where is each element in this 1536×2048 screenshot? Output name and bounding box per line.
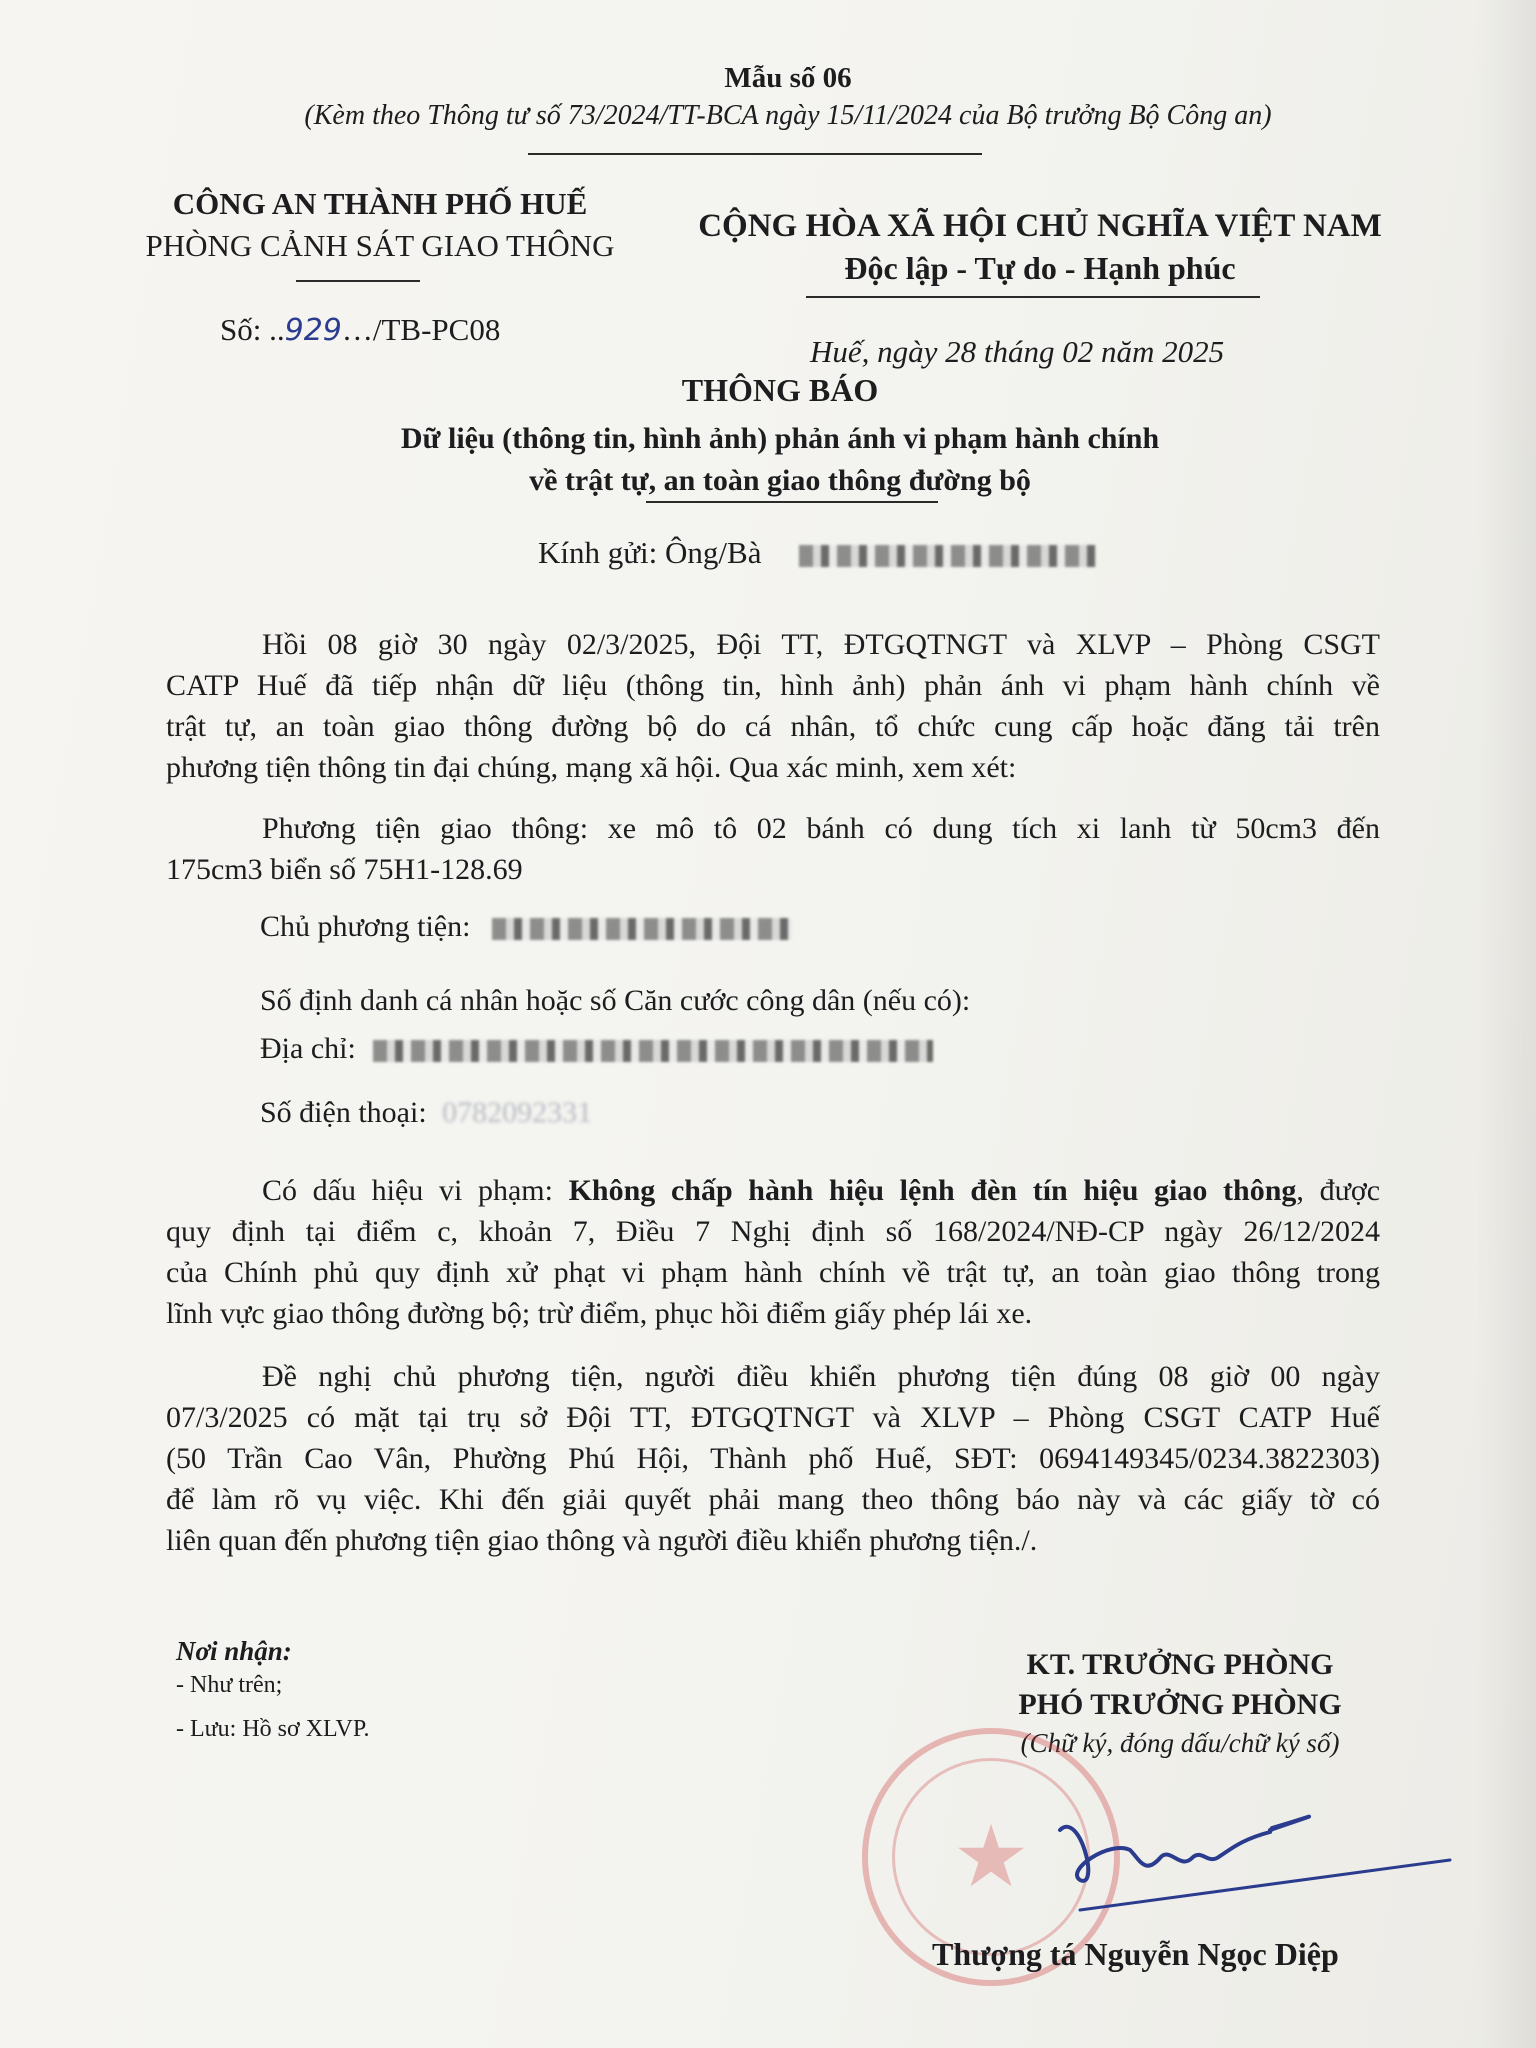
p2-line: Phương tiện giao thông: xe mô tô 02 bánh có dung tích xi lanh từ 50cm3 đến: [262, 812, 1380, 845]
redacted-address: [373, 1040, 933, 1062]
form-title: Mẫu số 06: [724, 62, 852, 94]
nation-title: CỘNG HÒA XÃ HỘI CHỦ NGHĨA VIỆT NAM: [698, 208, 1382, 244]
violation-first-line: [166, 1170, 1380, 1211]
signature-title-line1: KT. TRƯỞNG PHÒNG: [1026, 1648, 1334, 1681]
violation-line: của Chính phủ quy định xử phạt vi phạm hành chính về trật tự, an toàn giao thông trong: [166, 1256, 1380, 1289]
paragraph-violation: [166, 1170, 1380, 1334]
request-line: Đề nghị chủ phương tiện, người điều khiển phương tiện đúng 08 giờ 00 ngày: [262, 1360, 1380, 1393]
phone-line: [260, 1096, 592, 1130]
owner-label: Chủ phương tiện:: [260, 910, 471, 943]
nation-motto: Độc lập - Tự do - Hạnh phúc: [844, 250, 1236, 286]
phone-label: Số điện thoại:: [260, 1096, 427, 1129]
number-prefix: Số: ..: [220, 312, 285, 347]
subject-underline: [646, 501, 938, 503]
owner-line: [260, 910, 792, 944]
notice-subject-line1: Dữ liệu (thông tin, hình ảnh) phản ánh vi phạm hành chính: [400, 422, 1160, 455]
header-divider: [528, 153, 982, 155]
request-line: (50 Trần Cao Vân, Phường Phú Hội, Thành phố Huế, SĐT: 0694149345/0234.3822303): [166, 1442, 1380, 1475]
recipient-item: - Như trên;: [176, 1672, 283, 1698]
motto-underline: [806, 296, 1260, 298]
id-label: Số định danh cá nhân hoặc số Căn cước công dân (nếu có):: [260, 984, 971, 1017]
paragraph-reception: [166, 624, 1380, 788]
signature-note: (Chữ ký, đóng dấu/chữ ký số): [1020, 1728, 1340, 1758]
paragraph-request: [166, 1356, 1380, 1561]
page-shadow: [1476, 0, 1536, 2048]
notice-subject-line2: về trật tự, an toàn giao thông đường bộ: [529, 464, 1031, 497]
p2-line: 175cm3 biển số 75H1-128.69: [166, 853, 523, 886]
paragraph-vehicle: [166, 808, 1380, 890]
p1-line: Hồi 08 giờ 30 ngày 02/3/2025, Đội TT, ĐTGQTNGT và XLVP – Phòng CSGT: [262, 628, 1380, 661]
redacted-owner-name: [492, 918, 792, 940]
document-number: [220, 312, 500, 348]
number-suffix: …/TB-PC08: [341, 312, 501, 347]
recipients-title: Nơi nhận:: [176, 1636, 292, 1666]
address-line: [260, 1032, 933, 1066]
recipient-item: - Lưu: Hồ sơ XLVP.: [176, 1716, 370, 1742]
handwritten-number: 929: [284, 313, 342, 348]
violation-intro: Có dấu hiệu vi phạm:: [262, 1174, 569, 1207]
issuer-divider: [296, 280, 420, 282]
phone-value: 0782092331: [442, 1096, 593, 1129]
issuer-line1: CÔNG AN THÀNH PHỐ HUẾ: [172, 186, 588, 221]
recipient-label: Kính gửi: Ông/Bà: [538, 535, 762, 570]
p1-line: CATP Huế đã tiếp nhận dữ liệu (thông tin, hình ảnh) phản ánh vi phạm hành chính về: [166, 669, 1380, 702]
address-label: Địa chỉ:: [260, 1032, 356, 1065]
document-date: Huế, ngày 28 tháng 02 năm 2025: [810, 334, 1225, 369]
redacted-recipient-name: [799, 545, 1097, 567]
form-subtitle: (Kèm theo Thông tư số 73/2024/TT-BCA ngày 15/11/2024 của Bộ trưởng Bộ Công an): [304, 100, 1272, 131]
violation-name: Không chấp hành hiệu lệnh đèn tín hiệu giao thông: [568, 1174, 1297, 1207]
notice-title: THÔNG BÁO: [681, 372, 879, 408]
issuer-line2: PHÒNG CẢNH SÁT GIAO THÔNG: [145, 228, 615, 263]
p1-line: phương tiện thông tin đại chúng, mạng xã hội. Qua xác minh, xem xét:: [166, 751, 1017, 784]
handwritten-signature: [1040, 1770, 1460, 1920]
violation-after: , được: [1296, 1174, 1381, 1207]
recipient-line: [538, 535, 1097, 571]
signer-name: Thượng tá Nguyễn Ngọc Diệp: [932, 1936, 1339, 1972]
violation-line: quy định tại điểm c, khoản 7, Điều 7 Nghị định số 168/2024/NĐ-CP ngày 26/12/2024: [166, 1215, 1380, 1248]
request-line: liên quan đến phương tiện giao thông và người điều khiển phương tiện./.: [166, 1524, 1038, 1557]
request-line: để làm rõ vụ việc. Khi đến giải quyết phải mang theo thông báo này và các giấy tờ có: [166, 1483, 1380, 1516]
signature-title-line2: PHÓ TRƯỞNG PHÒNG: [1018, 1688, 1342, 1721]
violation-line: lĩnh vực giao thông đường bộ; trừ điểm, phục hồi điểm giấy phép lái xe.: [166, 1297, 1033, 1330]
request-line: 07/3/2025 có mặt tại trụ sở Đội TT, ĐTGQTNGT và XLVP – Phòng CSGT CATP Huế: [166, 1401, 1380, 1434]
seal-star-icon: ★: [952, 1807, 1030, 1907]
p1-line: trật tự, an toàn giao thông đường bộ do cá nhân, tổ chức cung cấp hoặc đăng tải trên: [166, 710, 1380, 743]
